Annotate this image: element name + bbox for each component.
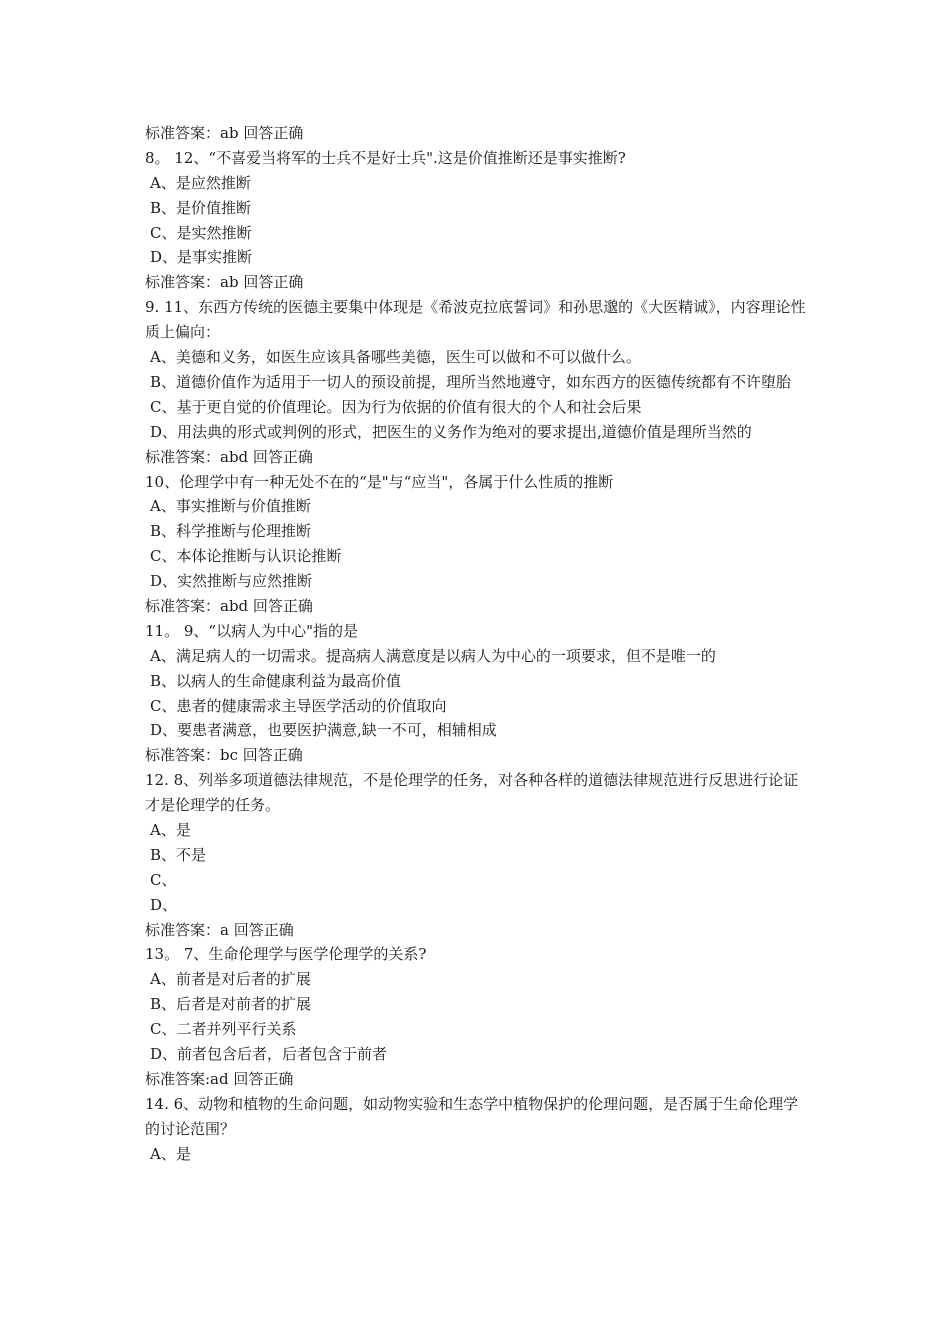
option-line: B、不是	[150, 845, 207, 864]
option-line: C、基于更自觉的价值理论。因为行为依据的价值有很大的个人和社会后果	[150, 397, 642, 416]
option-line: D、要患者满意，也要医护满意,缺一不可，相辅相成	[150, 721, 497, 740]
question-line: 14. 6、动物和植物的生命问题，如动物实验和生态学中植物保护的伦理问题，是否属于生命伦理学的讨论范围？	[145, 1094, 799, 1138]
option-line: A、前者是对后者的扩展	[150, 970, 311, 989]
answer-line: 标准答案：ab 回答正确	[145, 273, 304, 292]
option-line: D、实然推断与应然推断	[150, 572, 313, 591]
option-line: C、	[150, 870, 177, 889]
question-line: 8。 12、“不喜爱当将军的士兵不是好士兵".这是价值推断还是事实推断?	[145, 148, 626, 167]
option-line: A、是	[150, 821, 191, 840]
option-line: D、	[150, 895, 178, 914]
option-line: A、满足病人的一切需求。提高病人满意度是以病人为中心的一项要求，但不是唯一的	[150, 646, 716, 665]
document-page	[145, 121, 813, 1167]
option-line: C、是实然推断	[150, 223, 252, 242]
question-line: 9. 11、东西方传统的医德主要集中体现是《希波克拉底誓词》和孙思邈的《大医精诚》，内容理论性质上偏向：	[145, 298, 806, 342]
answer-line: 标准答案:ad 回答正确	[145, 1069, 294, 1088]
answer-line: 标准答案：a 回答正确	[145, 920, 294, 939]
answer-line: 标准答案：bc 回答正确	[145, 746, 303, 765]
option-line: C、患者的健康需求主导医学活动的价值取向	[150, 696, 447, 715]
option-line: C、二者并列平行关系	[150, 1020, 297, 1039]
answer-line: 标准答案：abd 回答正确	[145, 596, 313, 615]
option-line: D、前者包含后者，后者包含于前者	[150, 1045, 388, 1064]
option-line: A、事实推断与价值推断	[150, 497, 311, 516]
question-line: 13。 7、生命伦理学与医学伦理学的关系?	[145, 945, 427, 964]
option-line: D、是事实推断	[150, 248, 253, 267]
option-line: A、是	[150, 1144, 191, 1163]
answer-line: 标准答案：abd 回答正确	[145, 447, 313, 466]
option-line: B、以病人的生命健康利益为最高价值	[150, 671, 402, 690]
option-line: B、科学推断与伦理推断	[150, 522, 312, 541]
option-line: B、是价值推断	[150, 198, 252, 217]
option-line: A、美德和义务，如医生应该具备哪些美德，医生可以做和不可以做什么。	[150, 348, 641, 367]
option-line: C、本体论推断与认识论推断	[150, 547, 342, 566]
option-line: A、是应然推断	[150, 173, 251, 192]
answer-line: 标准答案：ab 回答正确	[145, 124, 304, 142]
option-line: D、用法典的形式或判例的形式，把医生的义务作为绝对的要求提出,道德价值是理所当然的	[150, 422, 752, 441]
option-line: B、后者是对前者的扩展	[150, 995, 312, 1014]
option-line: B、道德价值作为适用于一切人的预设前提，理所当然地遵守，如东西方的医德传统都有不许堕胎	[150, 372, 792, 391]
question-line: 12. 8、列举多项道德法律规范，不是伦理学的任务，对各种各样的道德法律规范进行反思进行论证才是伦理学的任务。	[145, 771, 799, 815]
question-line: 10、伦理学中有一种无处不在的“是"与“应当"，各属于什么性质的推断	[145, 472, 614, 491]
question-line: 11。 9、“以病人为中心"指的是	[145, 621, 358, 640]
